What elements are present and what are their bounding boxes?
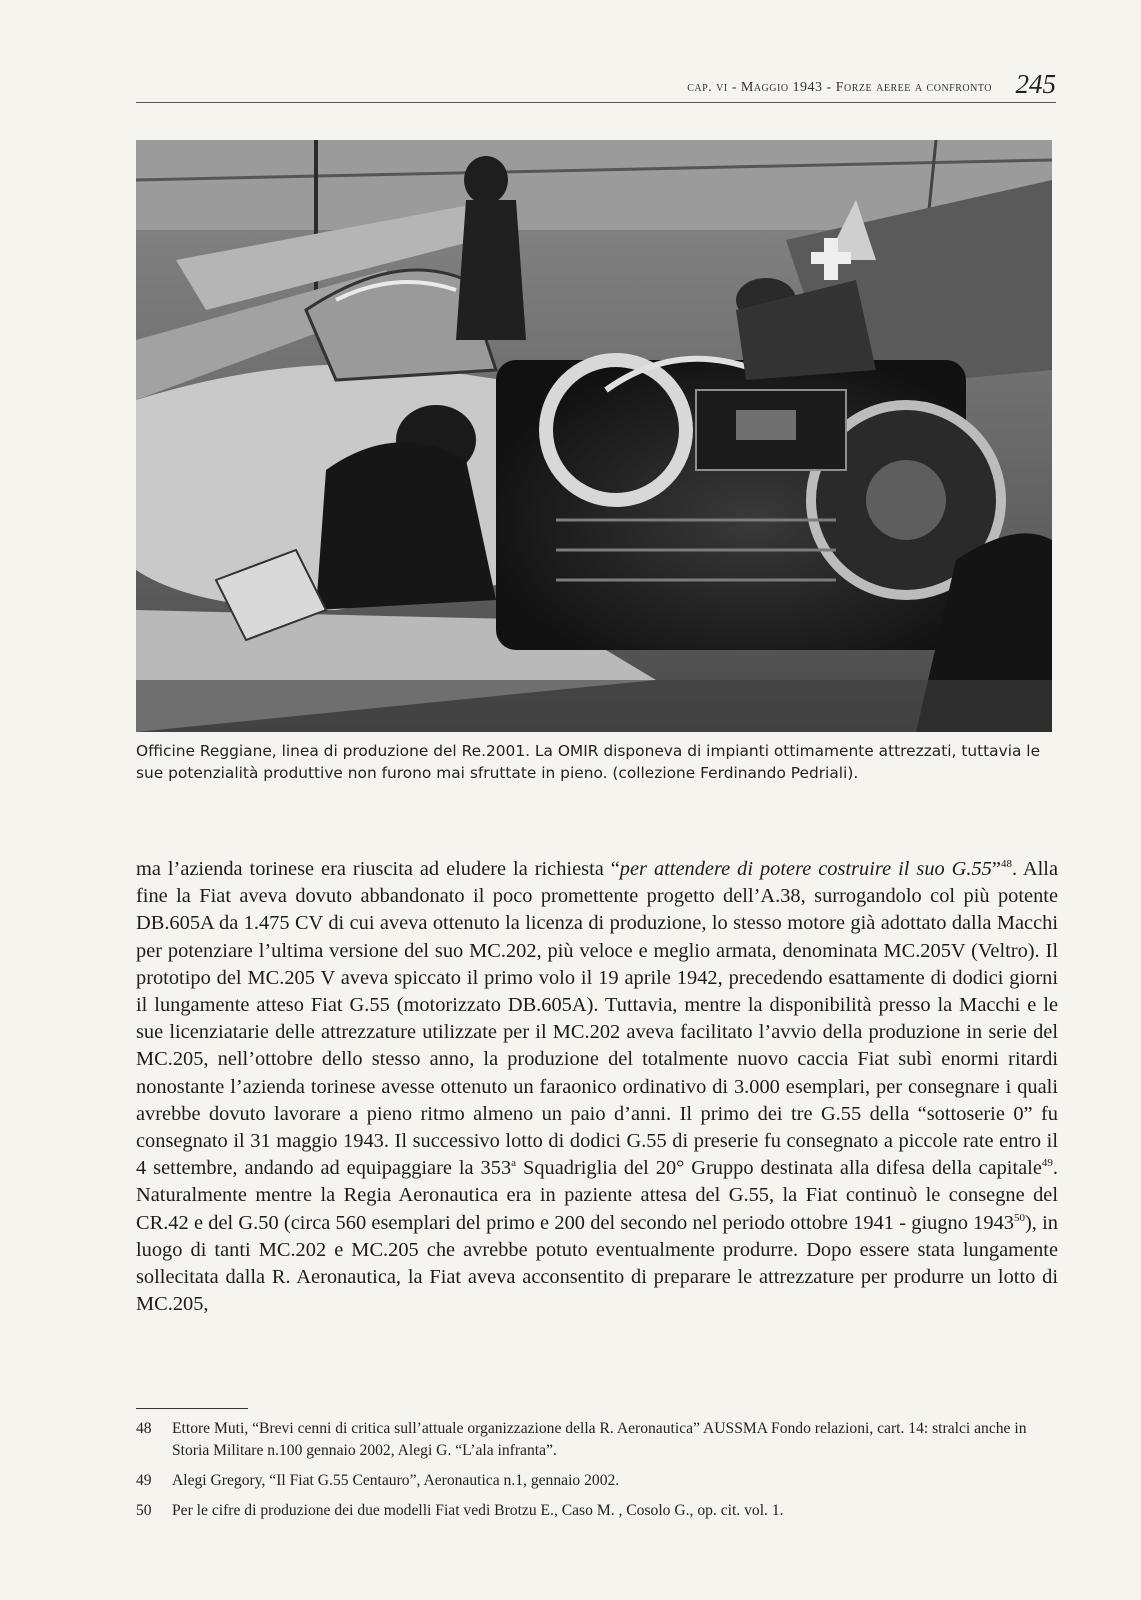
footnote-ref-49: 49 bbox=[1041, 1157, 1053, 1170]
page-number: 245 bbox=[1015, 69, 1056, 99]
footnote-ref-50: 50 bbox=[1013, 1211, 1025, 1224]
chapter-title: Maggio 1943 - Forze aeree a confronto bbox=[740, 80, 992, 95]
body-text-segment: ), in luogo di tanti MC.202 e MC.205 che avrebbe potuto eventualmente produrre. Dopo essere stata lungamente sollecitata dalla R. Aeronautica, la Fiat aveva acconsentito di preparare le attrezzature per produrre un lotto di MC.205, bbox=[136, 1211, 1058, 1316]
ordinal-superscript: a bbox=[511, 1157, 517, 1170]
footnote-50 bbox=[136, 1500, 1058, 1522]
footnote-text: Alegi Gregory, “Il Fiat G.55 Centauro”, Aeronautica n.1, gennaio 2002. bbox=[172, 1472, 620, 1489]
chapter-heading bbox=[687, 80, 992, 96]
footnote-number: 50 bbox=[136, 1502, 152, 1519]
body-text-segment: . Alla fine la Fiat aveva dovuto abbandonato il poco promettente progetto dell’A.38, surrogandolo col più potente DB.605A da 1.475 CV di cui aveva ottenuto la licenza di produzione, lo stesso motore già adottato dalla Macchi per potenziare l’ultima versione del suo MC.202, più veloce e meglio armata, denominata MC.205V (Veltro). Il prototipo del MC.205 V aveva spiccato il primo volo il 19 aprile 1942, precedendo esattamente di dodici giorni il lungamente atteso Fiat G.55 (motorizzato DB.605A). Tuttavia, mentre la disponibilità presso la Macchi e le sue licenziatarie delle attrezzature utilizzate per il MC.202 aveva facilitato l’avvio della produzione in serie del MC.205, nell’ottobre dello stesso anno, la produzione del totalmente nuovo caccia Fiat subì enormi ritardi nonostante l’azienda torinese avesse ottenuto un faraonico ordinativo di 3.000 esemplari, per consegnare i quali avrebbe dovuto lavorare a pieno ritmo almeno un paio d’anni. Il primo dei tre G.55 della “sottoserie 0” fu consegnato il 31 maggio 1943. Il successivo lotto di dodici G.55 di preserie fu consegnato a piccole rate entro il 4 settembre, andando ad equipaggiare la 353 bbox=[136, 858, 1058, 1180]
footnote-49 bbox=[136, 1470, 1058, 1492]
footnote-48 bbox=[136, 1418, 1058, 1462]
quoted-request: per attendere di potere costruire il suo G.55 bbox=[619, 858, 992, 880]
footnote-rule bbox=[136, 1408, 248, 1409]
body-paragraph bbox=[136, 856, 1058, 1318]
body-text bbox=[136, 856, 1058, 1318]
footnote-number: 48 bbox=[136, 1420, 152, 1437]
quote-close: ” bbox=[991, 858, 1001, 880]
footnote-ref-48: 48 bbox=[1000, 858, 1012, 871]
running-head bbox=[136, 68, 1056, 103]
footnote-text: Ettore Muti, “Brevi cenni di critica sull’attuale organizzazione della R. Aeronautica” AUSSMA Fondo relazioni, cart. 14: stralci anche in Storia Militare n.100 gennaio 2002, Alegi G. “L’ala infranta”. bbox=[172, 1420, 1027, 1459]
figure-caption: Officine Reggiane, linea di produzione del Re.2001. La OMIR disponeva di impianti ottimamente attrezzati, tuttavia le sue potenzialità produttive non furono mai sfruttate in pieno. (collezione Ferdinando Pedriali). bbox=[136, 742, 1041, 782]
footnote-text: Per le cifre di produzione dei due modelli Fiat vedi Brotzu E., Caso M. , Cosolo G., op. cit. vol. 1. bbox=[172, 1502, 784, 1519]
factory-photo bbox=[136, 140, 1052, 732]
body-text-segment: . Naturalmente mentre la Regia Aeronautica era in paziente attesa del G.55, la Fiat continuò le consegne del CR.42 e del G.50 (circa 560 esemplari del primo e 200 del secondo nel periodo ottobre 1941 - giugno 1943 bbox=[136, 1157, 1058, 1234]
body-text-segment: Squadriglia del 20° Gruppo destinata alla difesa della capitale bbox=[516, 1157, 1042, 1180]
footnote-number: 49 bbox=[136, 1472, 152, 1489]
chapter-prefix: cap. vi - bbox=[687, 80, 741, 95]
body-text-segment: ma l’azienda torinese era riuscita ad eludere la richiesta “ bbox=[136, 858, 620, 880]
footnotes bbox=[136, 1418, 1058, 1530]
photo-illustration bbox=[136, 140, 1052, 732]
